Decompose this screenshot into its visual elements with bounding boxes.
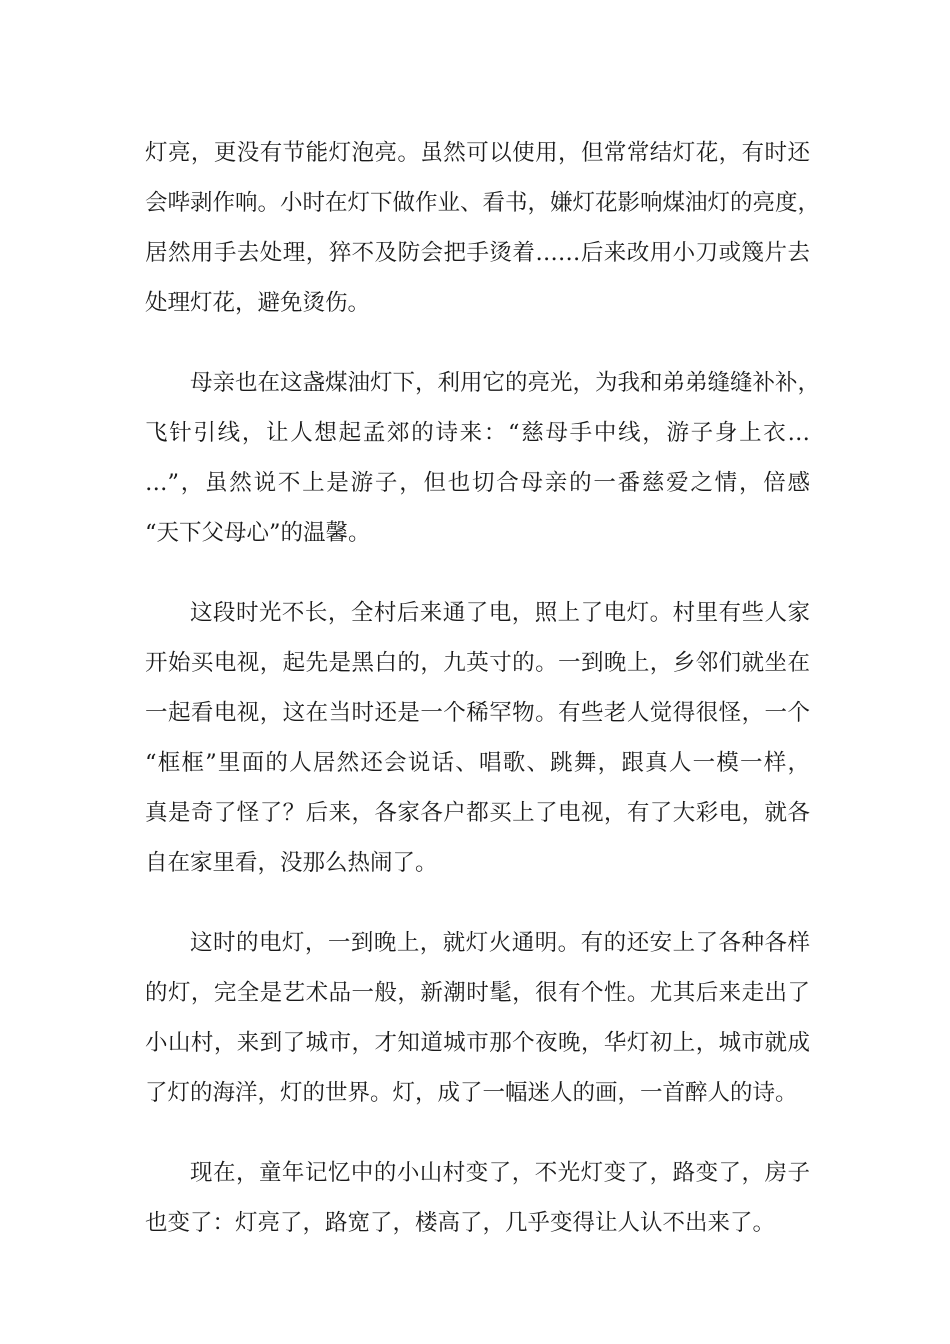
text-line: 飞针引线，让人想起孟郊的诗来：“慈母手中线，游子身上衣… xyxy=(145,420,810,446)
text-line: 一起看电视，这在当时还是一个稀罕物。有些老人觉得很怪，一个 xyxy=(145,700,810,726)
text-line: 这段时光不长，全村后来通了电，照上了电灯。村里有些人家 xyxy=(190,600,810,626)
text-line: 灯亮，更没有节能灯泡亮。虽然可以使用，但常常结灯花，有时还 xyxy=(145,140,810,166)
text-line: “天下父母心”的温馨。 xyxy=(145,520,371,546)
document-body xyxy=(145,128,821,1248)
text-line: 真是奇了怪了？后来，各家各户都买上了电视，有了大彩电，就各 xyxy=(145,800,810,826)
text-line: 自在家里看，没那么热闹了。 xyxy=(145,850,438,876)
text-line: 母亲也在这盏煤油灯下，利用它的亮光，为我和弟弟缝缝补补， xyxy=(190,370,821,396)
text-line: 现在，童年记忆中的小山村变了，不光灯变了，路变了，房子 xyxy=(190,1160,810,1186)
text-line: 会哔剥作响。小时在灯下做作业、看书，嫌灯花影响煤油灯的亮度， xyxy=(145,190,821,216)
paragraph-4 xyxy=(145,918,810,1118)
text-line: “框框”里面的人居然还会说话、唱歌、跳舞，跟真人一模一样， xyxy=(145,750,810,776)
text-line: 了灯的海洋，灯的世界。灯，成了一幅迷人的画，一首醉人的诗。 xyxy=(145,1080,798,1106)
paragraph-5 xyxy=(145,1148,810,1248)
text-line: 处理灯花，避免烫伤。 xyxy=(145,290,371,316)
text-line: 小山村，来到了城市，才知道城市那个夜晚，华灯初上，城市就成 xyxy=(145,1030,810,1056)
text-line: 的灯，完全是艺术品一般，新潮时髦，很有个性。尤其后来走出了 xyxy=(145,980,810,1006)
text-line: 开始买电视，起先是黑白的，九英寸的。一到晚上，乡邻们就坐在 xyxy=(145,650,810,676)
text-line: …”，虽然说不上是游子，但也切合母亲的一番慈爱之情，倍感 xyxy=(145,470,810,496)
text-line: 也变了：灯亮了，路宽了，楼高了，几乎变得让人认不出来了。 xyxy=(145,1210,776,1236)
paragraph-1 xyxy=(145,128,821,328)
text-line: 这时的电灯，一到晚上，就灯火通明。有的还安上了各种各样 xyxy=(190,930,810,956)
paragraph-2 xyxy=(145,358,821,558)
text-line: 居然用手去处理，猝不及防会把手烫着……后来改用小刀或篾片去 xyxy=(145,240,810,266)
paragraph-3 xyxy=(145,588,810,888)
